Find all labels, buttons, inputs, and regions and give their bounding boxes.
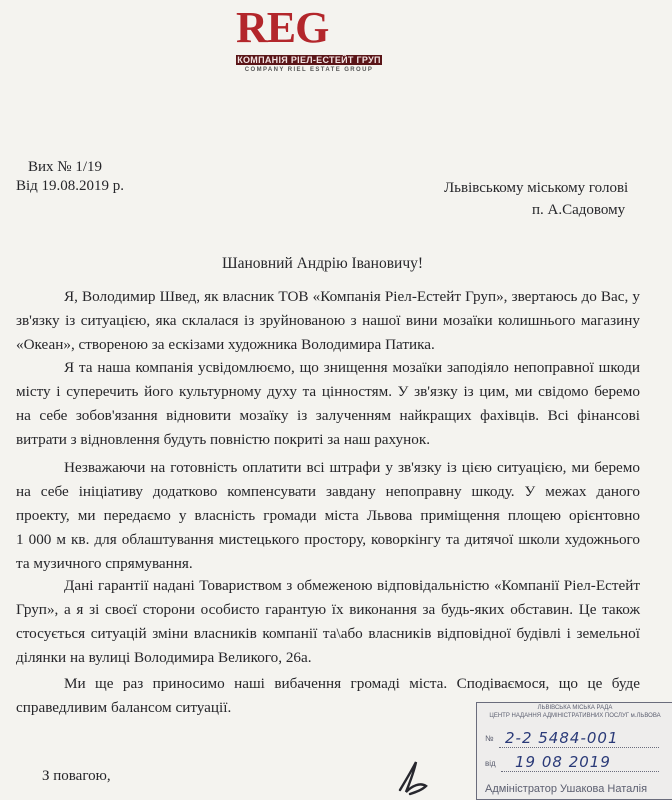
- paragraph-line: витрати з відновлення будуть повністю покриті за наш рахунок.: [16, 431, 431, 448]
- stamp-number-label: №: [485, 734, 494, 743]
- paragraph-line: Груп», а я зі своєї сторони особисто гарантую їх виконання за будь-яких обставин. Це також: [16, 601, 640, 618]
- paragraph-line: Я та наша компанія усвідомлюємо, що знищення мозаїки заподіяло непоправної шкоди: [64, 359, 640, 376]
- logo-company-name: КОМПАНІЯ РІЕЛ-ЕСТЕЙТ ГРУП: [237, 55, 381, 65]
- paragraph-line: на себе ініціативу додатково компенсувати завдану непоправну шкоду. У межах даного: [16, 483, 640, 500]
- paragraph-1: [16, 285, 640, 357]
- paragraph-line: місту і суперечить його культурному духу та цінностям. У зв'язку із цим, ми свідомо беремо: [16, 383, 640, 400]
- paragraph-3: [16, 456, 640, 576]
- paragraph-line: 1 000 м кв. для облаштування мистецького простору, коворкінгу та дитячої школи художнього: [16, 531, 640, 548]
- paragraph-line: «Океан», створеною за ескізами художника Володимира Патика.: [16, 336, 435, 353]
- stamp-date-underline: [501, 771, 659, 772]
- stamp-date-value: 19 08 2019: [515, 753, 611, 771]
- paragraph-line: проекту, ми передаємо у власність громади міста Львова приміщення площею орієнтовно: [16, 507, 640, 524]
- paragraph-line: Незважаючи на готовність оплатити всі штрафи у зв'язку із цією ситуацією, ми беремо: [64, 459, 640, 476]
- stamp-number-value: 2-2 5484-001: [505, 729, 619, 747]
- signature: [392, 756, 434, 798]
- paragraph-line: Ми ще раз приносимо наші вибачення громаді міста. Сподіваємося, що це буде: [64, 675, 640, 692]
- reference-date: Від 19.08.2019 р.: [16, 178, 125, 194]
- paragraph-4: [16, 574, 640, 670]
- closing: З повагою,: [42, 768, 111, 784]
- paragraph-line: та музичного спрямування.: [16, 555, 193, 572]
- paragraph-line: справедливим балансом ситуації.: [16, 699, 232, 716]
- paragraph-line: Дані гарантії надані Товариством з обмеженою відповідальністю «Компанії Ріел-Естейт: [64, 577, 640, 594]
- logo-company-name-en: COMPANY RIEL ESTATE GROUP: [244, 67, 374, 73]
- stamp-number-underline: [499, 747, 659, 748]
- stamp-administrator: Адміністратор Ушакова Наталія: [485, 783, 648, 795]
- paragraph-line: стосується ситуацій зміни власників компанії та\або власників відповідної будівлі і земельної: [16, 625, 640, 642]
- stamp-council: ЛЬВІВСЬКА МІСЬКА РАДА: [537, 705, 613, 711]
- greeting: Шановний Андрію Івановичу!: [222, 255, 424, 272]
- stamp-date-label: від: [485, 759, 496, 768]
- reference-number: Вих № 1/19: [28, 159, 103, 175]
- logo-mark: REG: [236, 3, 329, 52]
- paragraph-line: Я, Володимир Швед, як власник ТОВ «Компанія Ріел-Естейт Груп», звертаюсь до Вас, у: [64, 288, 640, 305]
- paragraph-line: зв'язку із ситуацією, яка склалася із зруйнованою з нашої вини мозаїки колишнього магазину: [16, 312, 640, 329]
- registration-stamp: [476, 702, 672, 800]
- company-logo: [236, 3, 382, 76]
- paragraph-2: [16, 356, 640, 452]
- addressee-line-2: п. А.Садовому: [532, 202, 626, 218]
- paragraph-line: ділянки на вулиці Володимира Великого, 26а.: [16, 649, 312, 666]
- stamp-center: ЦЕНТР НАДАННЯ АДМІНІСТРАТИВНИХ ПОСЛУГ м.ЛЬВОВА: [489, 713, 661, 719]
- paragraph-line: на себе зобов'язання відновити мозаїку із залученням найкращих фахівців. Всі фінансові: [16, 407, 640, 424]
- addressee-line-1: Львівському міському голові: [444, 180, 629, 196]
